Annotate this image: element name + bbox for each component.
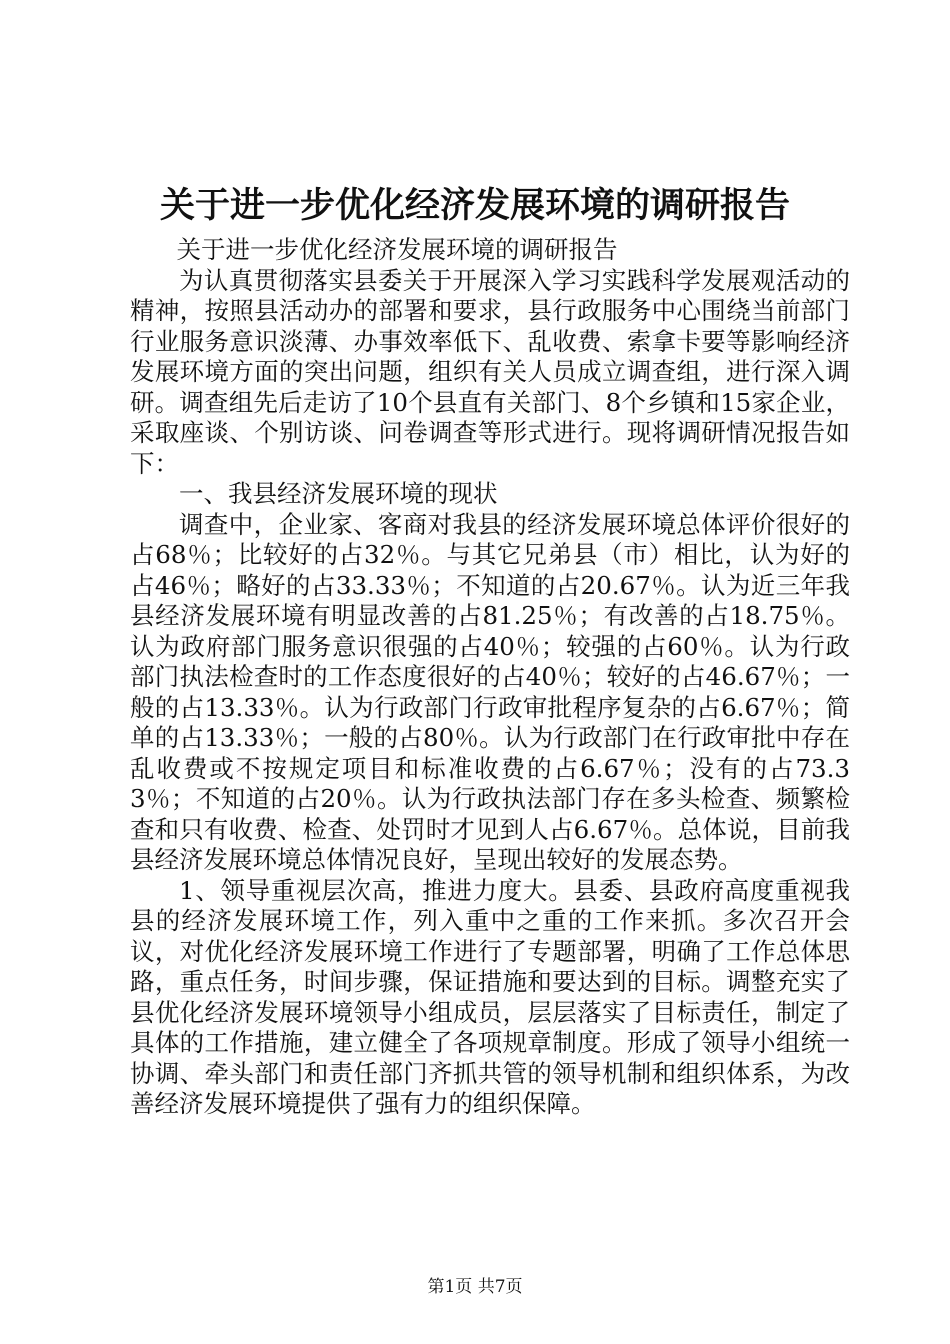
document-body [130,235,850,1120]
page-footer: 第1页 共7页 [427,1277,523,1297]
subtitle-paragraph: 关于进一步优化经济发展环境的调研报告 [176,235,618,264]
intro-paragraph: 为认真贯彻落实县委关于开展深入学习实践科学发展观活动的精神，按照县活动办的部署和要求，县行政服务中心围绕当前部门行业服务意识淡薄、办事效率低下、乱收费、索拿卡要等影响经济发展环境方面的突出问题，组织有关人员成立调查组，进行深入调研。调查组先后走访了10个县直有关部门、8个乡镇和15家企业，采取座谈、个别访谈、问卷调查等形式进行。现将调研情况报告如下： [130,265,850,478]
document-title: 关于进一步优化经济发展环境的调研报告 [159,185,790,226]
section-heading: 一、我县经济发展环境的现状 [179,479,498,508]
survey-paragraph: 调查中，企业家、客商对我县的经济发展环境总体评价很好的占68％；比较好的占32％。与其它兄弟县（市）相比，认为好的占46％；略好的占33.33％；不知道的占20.67％。认为近三年我县经济发展环境有明显改善的占81.25％；有改善的占18.75％。认为政府部门服务意识很强的占40％；较强的占60％。认为行政部门执法检查时的工作态度很好的占40％；较好的占46.67％；一般的占13.33％。认为行政部门行政审批程序复杂的占6.67％；简单的占13.33％；一般的占80％。认为行政部门在行政审批中存在乱收费或不按规定项目和标准收费的占6.67％；没有的占73.33％；不知道的占20％。认为行政执法部门存在多头检查、频繁检查和只有收费、检查、处罚时才见到人占6.67％。总体说，目前我县经济发展环境总体情况良好，呈现出较好的发展态势。 [130,509,850,874]
point-one-paragraph: 1、领导重视层次高，推进力度大。县委、县政府高度重视我县的经济发展环境工作，列入重中之重的工作来抓。多次召开会议，对优化经济发展环境工作进行了专题部署，明确了工作总体思路，重点任务，时间步骤，保证措施和要达到的目标。调整充实了县优化经济发展环境领导小组成员，层层落实了目标责任，制定了具体的工作措施，建立健全了各项规章制度。形成了领导小组统一协调、牵头部门和责任部门齐抓共管的领导机制和组织体系，为改善经济发展环境提供了强有力的组织保障。 [130,875,850,1118]
